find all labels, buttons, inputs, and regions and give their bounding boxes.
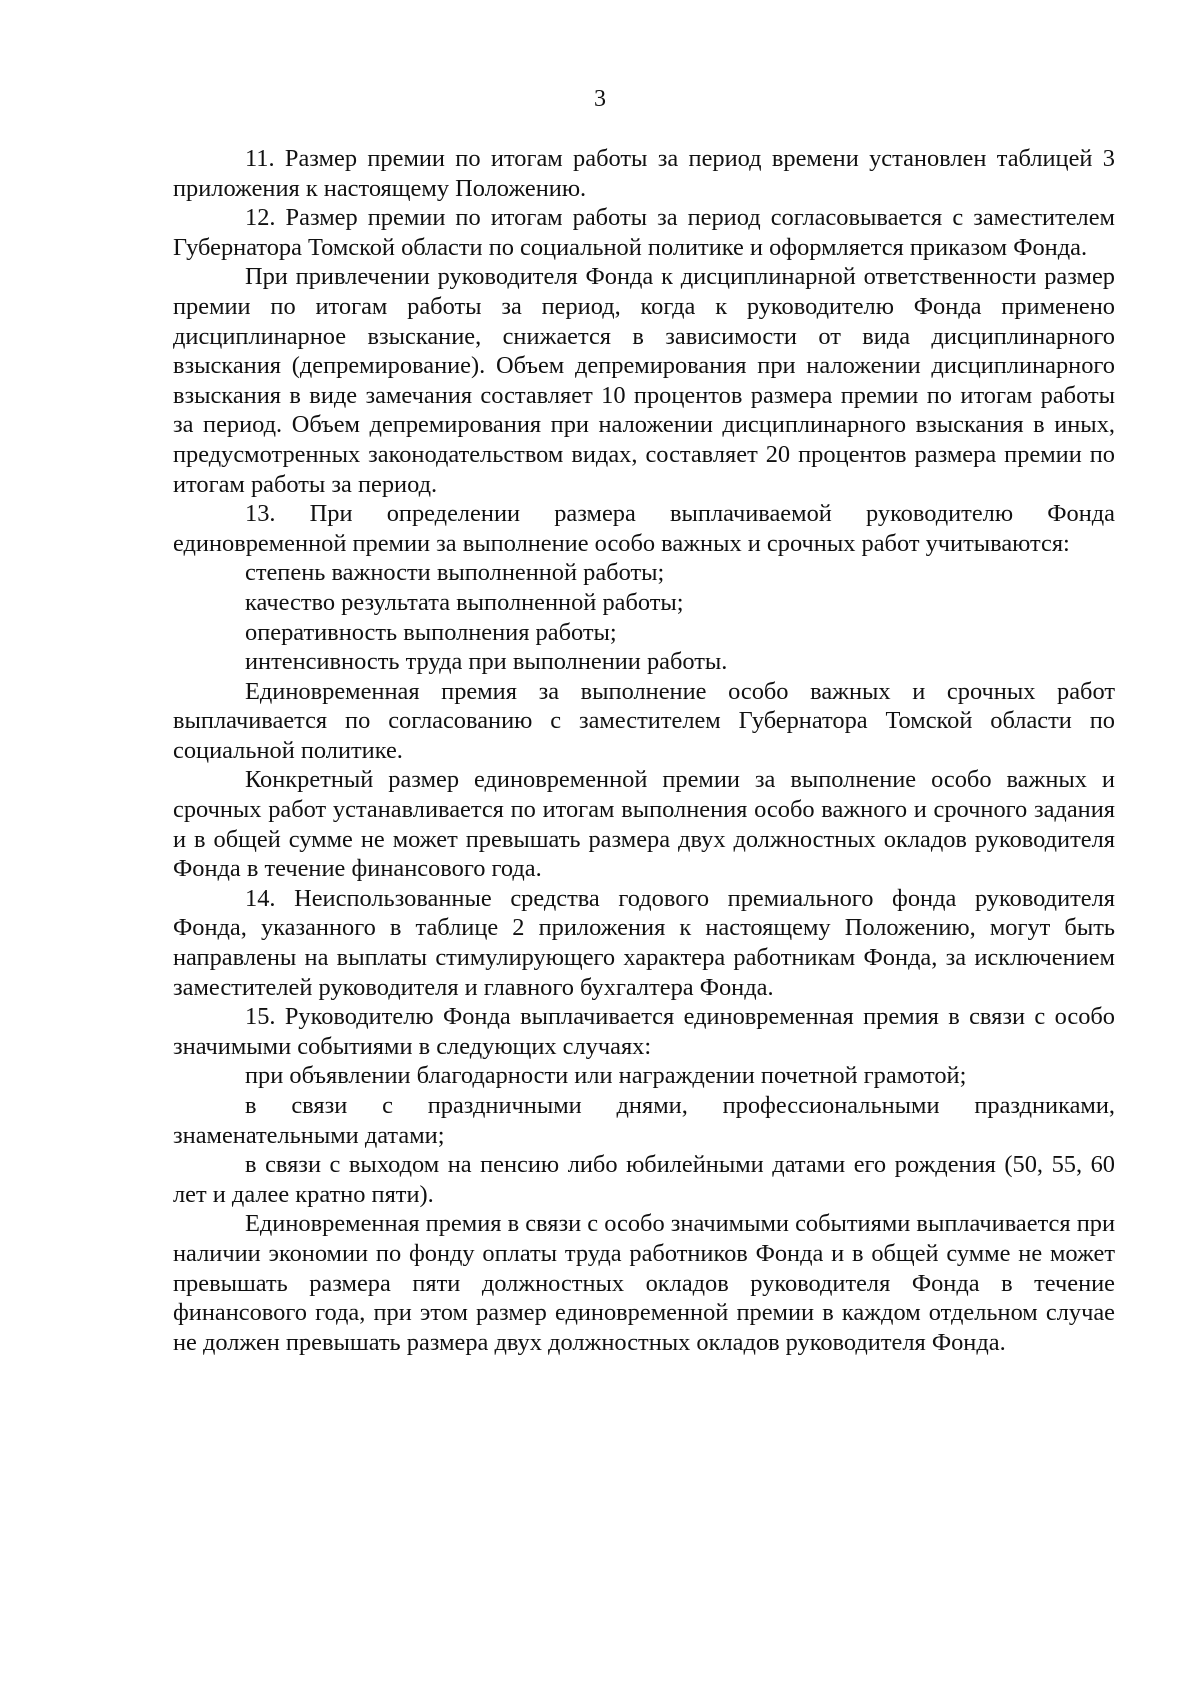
list-item-quality: качество результата выполненной работы;	[245, 588, 684, 616]
paragraph-14: 14. Неиспользованные средства годового премиального фонда руководителя Фонда, указанного в таблице 2 приложения к настоящему Положению, могут быть направлены на выплаты стимулирующего характера работникам Фонда, за исключением заместителей руководителя и главного бухгалтера Фонда.	[173, 884, 1115, 1001]
document-body	[173, 144, 1115, 1357]
list-item-importance: степень важности выполненной работы;	[245, 559, 665, 587]
paragraph-significant-events: Единовременная премия в связи с особо значимыми событиями выплачивается при наличии экономии по фонду оплаты труда работников Фонда и в общей сумме не может превышать размера пяти должностных окладов руководителя Фонда в течение финансового года, при этом размер единовременной премии в каждом отдельном случае не должен превышать размера двух должностных окладов руководителя Фонда.	[173, 1210, 1115, 1356]
paragraph-specific-amount: Конкретный размер единовременной премии за выполнение особо важных и срочных работ устанавливается по итогам выполнения особо важного и срочного задания и в общей сумме не может превышать размера двух должностных окладов руководителя Фонда в течение финансового года.	[173, 766, 1115, 883]
paragraph-12: 12. Размер премии по итогам работы за период согласовывается с заместителем Губернатора Томской области по социальной политике и оформляется приказом Фонда.	[173, 204, 1115, 261]
paragraph-13: 13. При определении размера выплачиваемой руководителю Фонда единовременной премии за выполнение особо важных и срочных работ учитываются:	[173, 500, 1115, 557]
paragraph-11: 11. Размер премии по итогам работы за период времени установлен таблицей 3 приложения к настоящему Положению.	[173, 145, 1115, 202]
list-item-intensity: интенсивность труда при выполнении работы.	[245, 648, 728, 676]
list-item-promptness: оперативность выполнения работы;	[245, 618, 617, 646]
list-item-retirement: в связи с выходом на пенсию либо юбилейными датами его рождения (50, 55, 60 лет и далее кратно пяти).	[173, 1151, 1115, 1208]
paragraph-15: 15. Руководителю Фонда выплачивается единовременная премия в связи с особо значимыми событиями в следующих случаях:	[173, 1003, 1115, 1060]
list-item-holidays: в связи с праздничными днями, профессиональными праздниками, знаменательными датами;	[173, 1092, 1115, 1149]
list-item-gratitude: при объявлении благодарности или награждении почетной грамотой;	[245, 1062, 967, 1090]
paragraph-disciplinary: При привлечении руководителя Фонда к дисциплинарной ответственности размер премии по итогам работы за период, когда к руководителю Фонда применено дисциплинарное взыскание, снижается в зависимости от вида дисциплинарного взыскания (депремирование). Объем депремирования при наложении дисциплинарного взыскания в виде замечания составляет 10 процентов размера премии по итогам работы за период. Объем депремирования при наложении дисциплинарного взыскания в иных, предусмотренных законодательством видах, составляет 20 процентов размера премии по итогам работы за период.	[173, 263, 1115, 498]
page-number: 3	[594, 86, 606, 112]
paragraph-one-time-bonus: Единовременная премия за выполнение особо важных и срочных работ выплачивается по согласованию с заместителем Губернатора Томской области по социальной политике.	[173, 677, 1115, 764]
